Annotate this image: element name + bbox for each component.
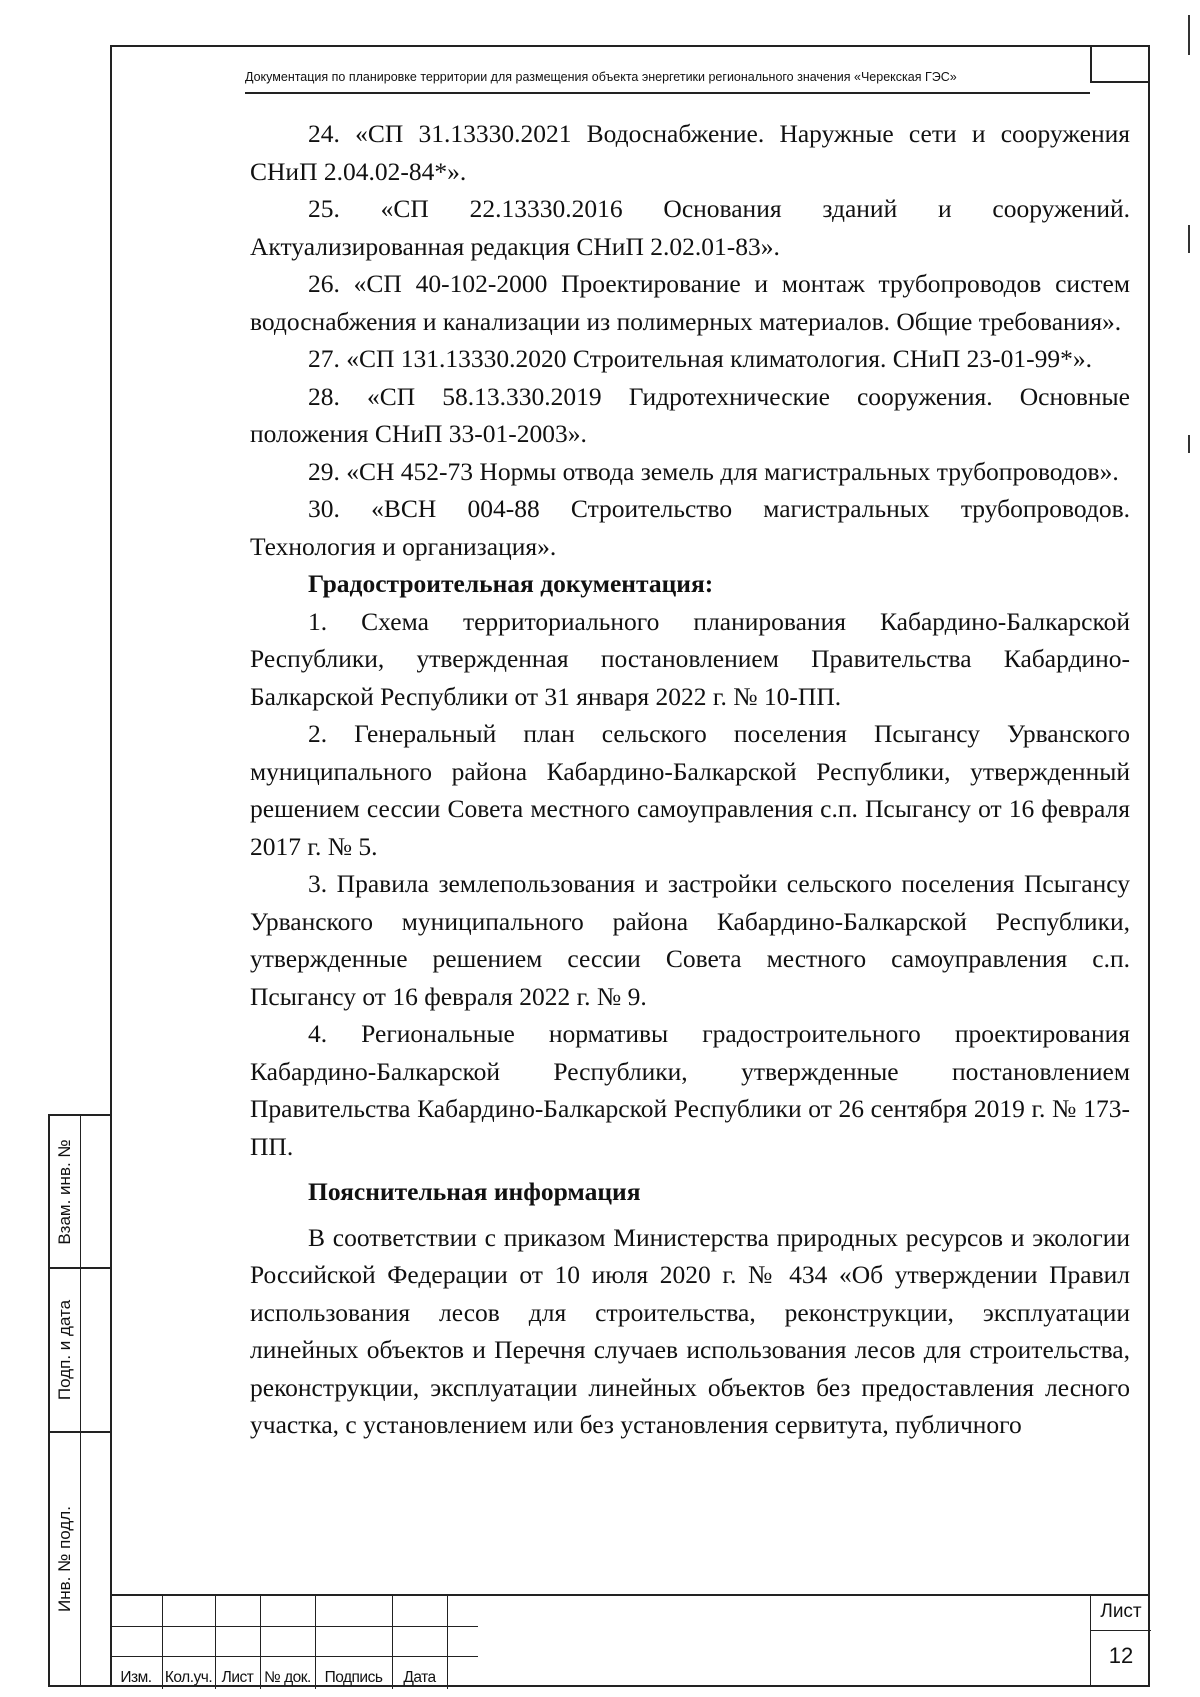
list-item-26: 26. «СП 40-102-2000 Проектирование и монтаж трубопроводов систем водоснабжения и канализации из полимерных материалов. Общие требования». [250, 269, 1130, 336]
urban-doc-item-4: 4. Региональные нормативы градостроительного проектирования Кабардино-Балкарской Республики, утвержденные постановлением Правительства Кабардино-Балкарской Республики от 26 сентября 2019 г. № 173-ПП. [250, 1019, 1130, 1161]
list-item-30: 30. «ВСН 004-88 Строительство магистральных трубопроводов. Технология и организация». [250, 494, 1130, 561]
side-label-inv: Инв. № подл. [55, 1506, 74, 1612]
side-value-podp [81, 1269, 112, 1431]
side-value-inv [81, 1433, 112, 1685]
urban-doc-item-1: 1. Схема территориального планирования Кабардино-Балкарской Республики, утвержденная постановлением Правительства Кабардино-Балкарской Республики от 31 января 2022 г. № 10-ПП. [250, 606, 1130, 711]
list-item-27: 27. «СП 131.13330.2020 Строительная климатология. СНиП 23-01-99*». [308, 344, 1092, 373]
scan-mark [1188, 15, 1190, 55]
col-list-label: Лист [221, 1669, 254, 1686]
side-stamp-podp [48, 1267, 110, 1433]
urban-doc-item-2: 2. Генеральный план сельского поселения Псыгансу Урванского муниципального района Кабардино-Балкарской Республики, утвержденный решением сессии Совета местного самоуправления с.п. Псыгансу от 16 февраля 2017 г. № 5. [250, 719, 1130, 861]
side-value-vzam [81, 1116, 112, 1267]
side-stamp-inv [48, 1431, 110, 1687]
sheet-number: 12 [1108, 1643, 1134, 1668]
sheet-label: Лист [1091, 1594, 1151, 1631]
header-corner-box [1090, 45, 1150, 83]
list-item-29: 29. «СН 452-73 Нормы отвода земель для магистральных трубопроводов». [308, 456, 1119, 486]
document-header: Документация по планировке территории для размещения объекта энергетики регионального значения «Черекская ГЭС» [245, 70, 957, 84]
explanatory-paragraph: В соответствии с приказом Министерства природных ресурсов и экологии Российской Федерации от 10 июля 2020 г. № 434 «Об утверждении Правил использования лесов для строительства, реконструкции, эксплуатации линейных объектов и Перечня случаев использования лесов для строительства, реконструкции, эксплуатации линейных объектов без предоставления лесного участка, с установлением или без установления сервитута, публичного [250, 1222, 1130, 1439]
col-data-label: Дата [403, 1669, 436, 1686]
section-heading-urban-docs: Градостроительная документация: [308, 569, 714, 598]
scan-mark [1188, 225, 1190, 253]
side-label-podp: Подп. и дата [55, 1299, 74, 1401]
title-block [110, 1594, 1150, 1689]
list-item-25: 25. «СП 22.13330.2016 Основания зданий и сооружений. Актуализированная редакция СНиП 2.02.01-83». [250, 194, 1130, 261]
list-item-24: 24. «СП 31.13330.2021 Водоснабжение. Наружные сети и сооружения СНиП 2.04.02-84*». [250, 119, 1130, 186]
document-body [250, 115, 1130, 1444]
col-podpis-label: Подпись [324, 1669, 383, 1686]
col-ndok-label: № док. [264, 1669, 311, 1686]
scan-mark [1188, 435, 1190, 453]
col-kolvo-label: Кол.уч. [164, 1669, 213, 1686]
header-rule [245, 92, 1090, 94]
section-heading-explanatory: Пояснительная информация [308, 1177, 641, 1206]
side-label-vzam: Взам. инв. № [55, 1138, 74, 1245]
col-izm-label: Изм. [120, 1669, 152, 1686]
urban-doc-item-3: 3. Правила землепользования и застройки сельского поселения Псыгансу Урванского муниципального района Кабардино-Балкарской Республики, утвержденные решением сессии Совета местного самоуправления с.п. Псыгансу от 16 февраля 2022 г. № 9. [250, 869, 1130, 1011]
sheet-number-box [1090, 1594, 1151, 1687]
side-stamp-vzam [48, 1114, 110, 1269]
list-item-28: 28. «СП 58.13.330.2019 Гидротехнические сооружения. Основные положения СНиП 33-01-2003». [250, 381, 1130, 448]
